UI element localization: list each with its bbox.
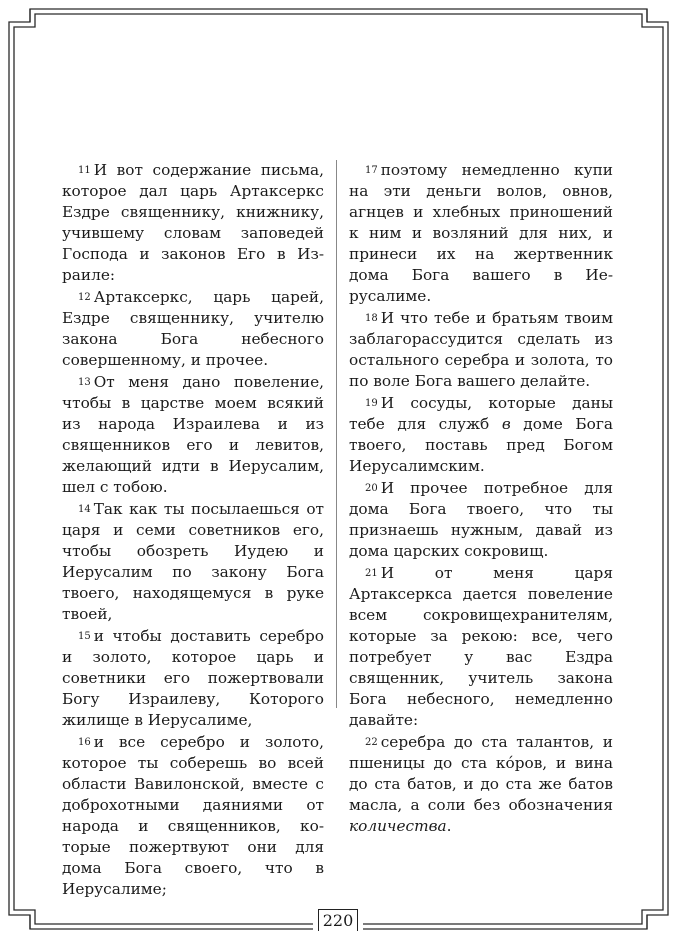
verse-number: 11 — [78, 165, 91, 176]
verse-19 — [349, 393, 613, 477]
verse-12 — [62, 287, 324, 371]
verse-15 — [62, 626, 324, 731]
verse-number: 22 — [365, 737, 378, 748]
verse-17 — [349, 160, 613, 307]
right-column — [349, 160, 613, 838]
verse-number: 18 — [365, 313, 378, 324]
verse-text: Артаксеркс, царь царей, Ездре священнику, учителю закона Бога небесного совершенному, и прочее. — [62, 288, 324, 369]
verse-number: 21 — [365, 568, 378, 579]
verse-text: И вот содержание письма, которое дал царь Артаксеркс Ездре священнику, книжнику, учившему словам заповедей Господа и законов Его в Израиле: — [62, 161, 324, 284]
left-column — [62, 160, 324, 901]
verse-22 — [349, 732, 613, 837]
verse-number: 20 — [365, 483, 378, 494]
verse-text: И сосуды, которые даны тебе для служб — [349, 394, 613, 433]
verse-italic-word: количества — [349, 817, 447, 835]
verse-text: Так как ты посылаешься от царя и семи советников его, чтобы обозреть Иудею и Иерусалим по закону Бога твоего, находящемуся в руке твоей, — [62, 500, 324, 623]
verse-number: 14 — [78, 504, 91, 515]
verse-number: 15 — [78, 631, 91, 642]
verse-text: И от меня царя Артаксеркса дается повеление всем сокровищехранителям, которые за рекою: все, чего потребует у вас Ездра священник, учитель закона Бога небесного, немедленно давайте: — [349, 564, 613, 729]
verse-11 — [62, 160, 324, 286]
verse-text: От меня дано повеление, чтобы в царстве моем всякий из народа Израилева и из священников его и левитов, желающий идти в Иерусалим, шел с тобою. — [62, 373, 324, 496]
verse-21 — [349, 563, 613, 731]
verse-text: и чтобы доставить серебро и золото, которое царь и советники его пожертвовали Богу Израилеву, Которого жилище в Иерусалиме, — [62, 627, 324, 729]
verse-text: доме Бога твоего, поставь пред Богом Иерусалимским. — [349, 415, 614, 475]
verse-text: серебра до ста талантов, и пшеницы до ста кóров, и вина до ста батов, и до ста же батов масла, а соли без обозначения — [349, 733, 613, 814]
verse-text: И прочее потребное для дома Бога твоего, что ты признаешь нужным, давай из дома царских сокровищ. — [349, 479, 613, 560]
verse-text: . — [446, 817, 452, 835]
verse-14 — [62, 499, 324, 625]
column-divider — [336, 160, 337, 708]
verse-text: И что тебе и братьям твоим заблагорассудится сделать из остального серебра и золота, то по воле Бога вашего делайте. — [349, 309, 613, 390]
verse-number: 16 — [78, 737, 91, 748]
verse-text: и все серебро и золото, которое ты соберешь во всей области Вавилонской, вместе с доброхотными даяниями от народа и священников, которые пожертвуют они для дома Бога своего, что в Иерусалиме; — [62, 733, 324, 898]
verse-number: 17 — [365, 165, 378, 176]
verse-italic-word: в — [501, 415, 511, 433]
verse-number: 13 — [78, 377, 91, 388]
verse-number: 12 — [78, 292, 91, 303]
page-number: 220 — [318, 909, 358, 931]
verse-text: поэтому немедленно купи на эти деньги волов, овнов, агнцев и хлебных приношений к ним и возляний для них, и принеси их на жертвенник дома Бога вашего в Иерусалиме. — [349, 161, 613, 305]
verse-number: 19 — [365, 398, 378, 409]
verse-20 — [349, 478, 613, 562]
verse-13 — [62, 372, 324, 498]
verse-18 — [349, 308, 613, 392]
verse-16 — [62, 732, 324, 900]
